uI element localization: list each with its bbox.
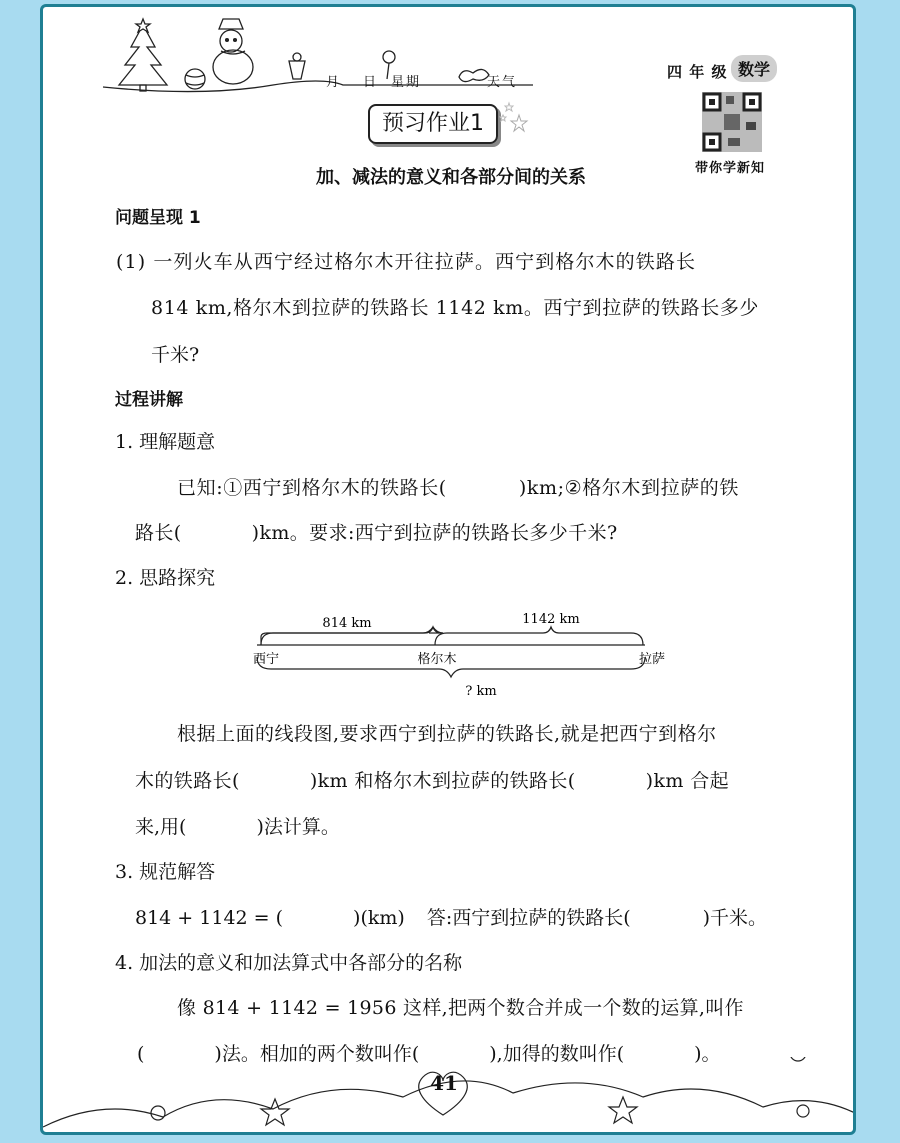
line-segment-diagram: [243, 605, 673, 705]
step1-title: 1. 理解题意: [115, 431, 216, 453]
problem-line-3: 千米?: [151, 344, 200, 366]
step2-line-2a: 木的铁路长(: [135, 770, 240, 792]
step3-ans-a: 答:西宁到拉萨的铁路长(: [426, 907, 631, 929]
lesson-title: 加、减法的意义和各部分间的关系: [316, 167, 586, 188]
step1-line-1a: 已知:①西宁到格尔木的铁路长(: [177, 477, 447, 499]
step2-line-2c: )km 合起: [645, 770, 730, 792]
step4-line-2b: )法。相加的两个数叫作(: [214, 1043, 420, 1065]
day-label: 日: [363, 75, 379, 90]
end-label: 拉萨: [639, 652, 666, 667]
step3-equation: [135, 904, 856, 932]
step1-line-2a: 路长(: [135, 522, 182, 544]
weekday-label: 星期: [391, 75, 422, 90]
middle-label: 格尔木: [417, 652, 457, 667]
step1-line-2b: )km。要求:西宁到拉萨的铁路长多少千米?: [251, 522, 618, 544]
assignment-title: [368, 104, 498, 144]
workbook-page: [40, 4, 856, 1135]
process-heading: 过程讲解: [115, 390, 183, 410]
month-label: 月: [326, 75, 342, 90]
star-icon: [609, 1097, 637, 1123]
step3-eq-a: 814 + 1142 = (: [135, 907, 284, 929]
step3-title: 3. 规范解答: [115, 861, 216, 883]
subject-badge: 数学: [731, 55, 777, 82]
qr-code-icon: [702, 92, 762, 152]
step2-line-2b: )km 和格尔木到拉萨的铁路长(: [309, 770, 576, 792]
step2-line-3b: )法计算。: [256, 816, 340, 838]
top-right-brace: [435, 627, 643, 645]
step2-line-1: 根据上面的线段图,要求西宁到拉萨的铁路长,就是把西宁到格尔: [177, 723, 717, 745]
top-right-label: 1142 km: [522, 612, 580, 627]
grade-label: 四 年 级: [667, 63, 728, 81]
top-left-label: 814 km: [322, 616, 372, 631]
bubble-icon: [797, 1105, 809, 1117]
step2-title: 2. 思路探究: [115, 567, 216, 589]
problem-line-2: 814 km,格尔木到拉萨的铁路长 1142 km。西宁到拉萨的铁路长多少: [151, 297, 760, 319]
bubble-icon: [790, 1057, 806, 1061]
page-number: 41: [430, 1071, 458, 1095]
step1-line-1b: )km;②格尔木到拉萨的铁: [518, 477, 740, 499]
step1-line-2: [135, 519, 856, 547]
problem-heading: 问题呈现 1: [115, 208, 201, 228]
step4-line-1: 像 814 + 1142 = 1956 这样,把两个数合并成一个数的运算,叫作: [177, 997, 744, 1019]
step4-title: 4. 加法的意义和加法算式中各部分的名称: [115, 952, 463, 974]
step2-line-3: [135, 813, 856, 841]
qr-caption: 带你学新知: [695, 161, 766, 176]
step2-line-2: [135, 767, 856, 795]
step4-line-2d: )。: [694, 1043, 721, 1065]
step2-line-3a: 来,用(: [135, 816, 187, 838]
star-icon: [499, 101, 529, 135]
assignment-title-text: 预习作业1: [382, 111, 484, 136]
step3-ans-b: )千米。: [702, 907, 768, 929]
step3-eq-b: )(km): [353, 907, 405, 929]
step4-line-2a: (: [137, 1043, 145, 1065]
step1-line-1: [177, 474, 856, 502]
problem-line-1: (1) 一列火车从西宁经过格尔木开往拉萨。西宁到格尔木的铁路长: [116, 251, 697, 273]
start-label: 西宁: [253, 652, 280, 667]
weather-label: 天气: [487, 75, 518, 90]
footer-decoration: [43, 1057, 856, 1135]
bubble-icon: [151, 1106, 165, 1120]
step4-line-2c: ),加得的数叫作(: [489, 1043, 625, 1065]
bottom-label: ? km: [465, 684, 497, 699]
